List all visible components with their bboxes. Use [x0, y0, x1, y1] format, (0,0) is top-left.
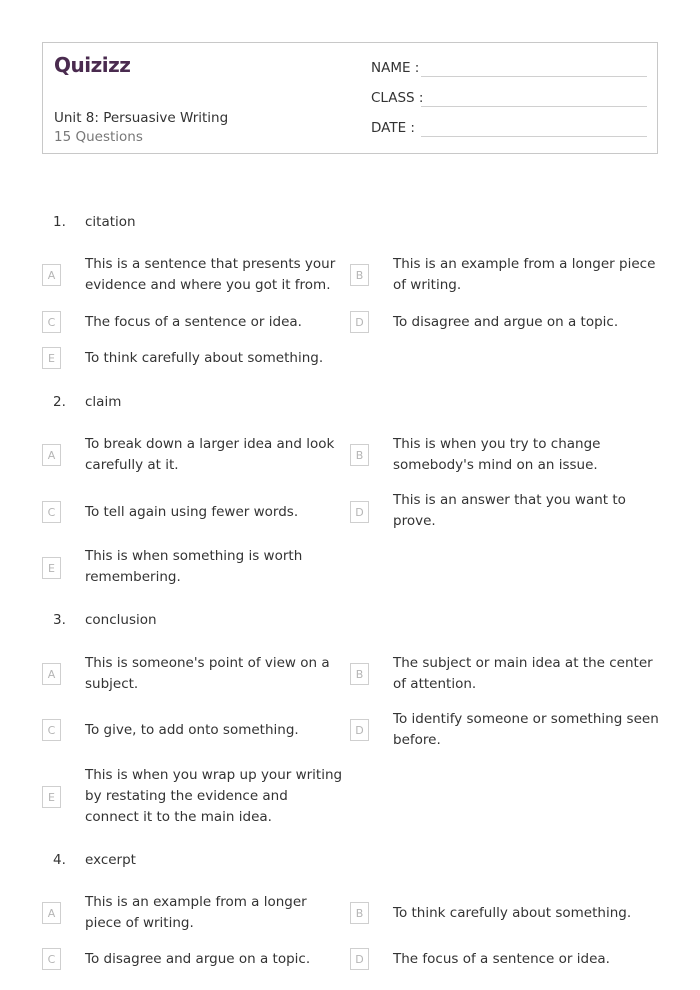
option-letter-box[interactable]: C [42, 501, 61, 523]
question-number: 3. [53, 612, 66, 628]
option-letter-box[interactable]: C [42, 719, 61, 741]
option-text: To disagree and argue on a topic. [393, 314, 619, 330]
question-number: 1. [53, 214, 66, 230]
question-term: claim [85, 394, 122, 410]
name-label: NAME : [371, 60, 420, 76]
option-text: This is when you wrap up your writing by restating the evidence and connect it to the main idea. [85, 767, 343, 825]
option-letter-box[interactable]: C [42, 311, 61, 333]
option-letter-box[interactable]: D [350, 501, 369, 523]
question-term: conclusion [85, 612, 157, 628]
option-letter-box[interactable]: D [350, 948, 369, 970]
option-text: To identify someone or something seen before. [393, 711, 659, 748]
option-text: To think carefully about something. [85, 350, 324, 366]
option-text: This is a sentence that presents your evidence and where you got it from. [85, 256, 336, 293]
option-letter-box[interactable]: B [350, 663, 369, 685]
question-number: 2. [53, 394, 66, 410]
question-number: 4. [53, 852, 66, 868]
option-letter-box[interactable]: E [42, 347, 61, 369]
date-label: DATE : [371, 120, 415, 136]
quizizz-logo: Quizizz [54, 53, 131, 77]
option-letter-box[interactable]: A [42, 444, 61, 466]
date-line[interactable] [421, 136, 647, 137]
option-text: This is an example from a longer piece of writing. [393, 256, 656, 293]
option-letter-box[interactable]: D [350, 719, 369, 741]
question-count: 15 Questions [54, 129, 143, 145]
option-text: This is someone's point of view on a subject. [85, 655, 330, 692]
option-text: To tell again using fewer words. [85, 504, 299, 520]
option-text: To give, to add onto something. [85, 722, 299, 738]
class-label: CLASS : [371, 90, 424, 106]
option-text: To think carefully about something. [393, 905, 632, 921]
option-text: This is when something is worth remembering. [85, 548, 303, 585]
option-text: This is an example from a longer piece of writing. [85, 894, 307, 931]
option-letter-box[interactable]: E [42, 557, 61, 579]
option-text: The subject or main idea at the center of attention. [393, 655, 653, 692]
option-letter-box[interactable]: B [350, 264, 369, 286]
option-text: The focus of a sentence or idea. [85, 314, 302, 330]
option-text: The focus of a sentence or idea. [393, 951, 610, 967]
option-letter-box[interactable]: A [42, 264, 61, 286]
class-field[interactable] [371, 90, 647, 110]
option-letter-box[interactable]: B [350, 902, 369, 924]
question-term: excerpt [85, 852, 136, 868]
worksheet-header [42, 42, 658, 154]
name-field[interactable] [371, 60, 647, 80]
option-text: To disagree and argue on a topic. [85, 951, 311, 967]
option-letter-box[interactable]: A [42, 663, 61, 685]
option-letter-box[interactable]: B [350, 444, 369, 466]
option-letter-box[interactable]: A [42, 902, 61, 924]
worksheet-title: Unit 8: Persuasive Writing [54, 110, 229, 126]
option-letter-box[interactable]: C [42, 948, 61, 970]
question-term: citation [85, 214, 136, 230]
option-text: To break down a larger idea and look carefully at it. [85, 436, 335, 473]
class-line[interactable] [421, 106, 647, 107]
option-text: This is an answer that you want to prove. [393, 492, 626, 529]
option-text: This is when you try to change somebody's mind on an issue. [393, 436, 601, 473]
option-letter-box[interactable]: D [350, 311, 369, 333]
name-line[interactable] [421, 76, 647, 77]
date-field[interactable] [371, 120, 647, 140]
option-letter-box[interactable]: E [42, 786, 61, 808]
